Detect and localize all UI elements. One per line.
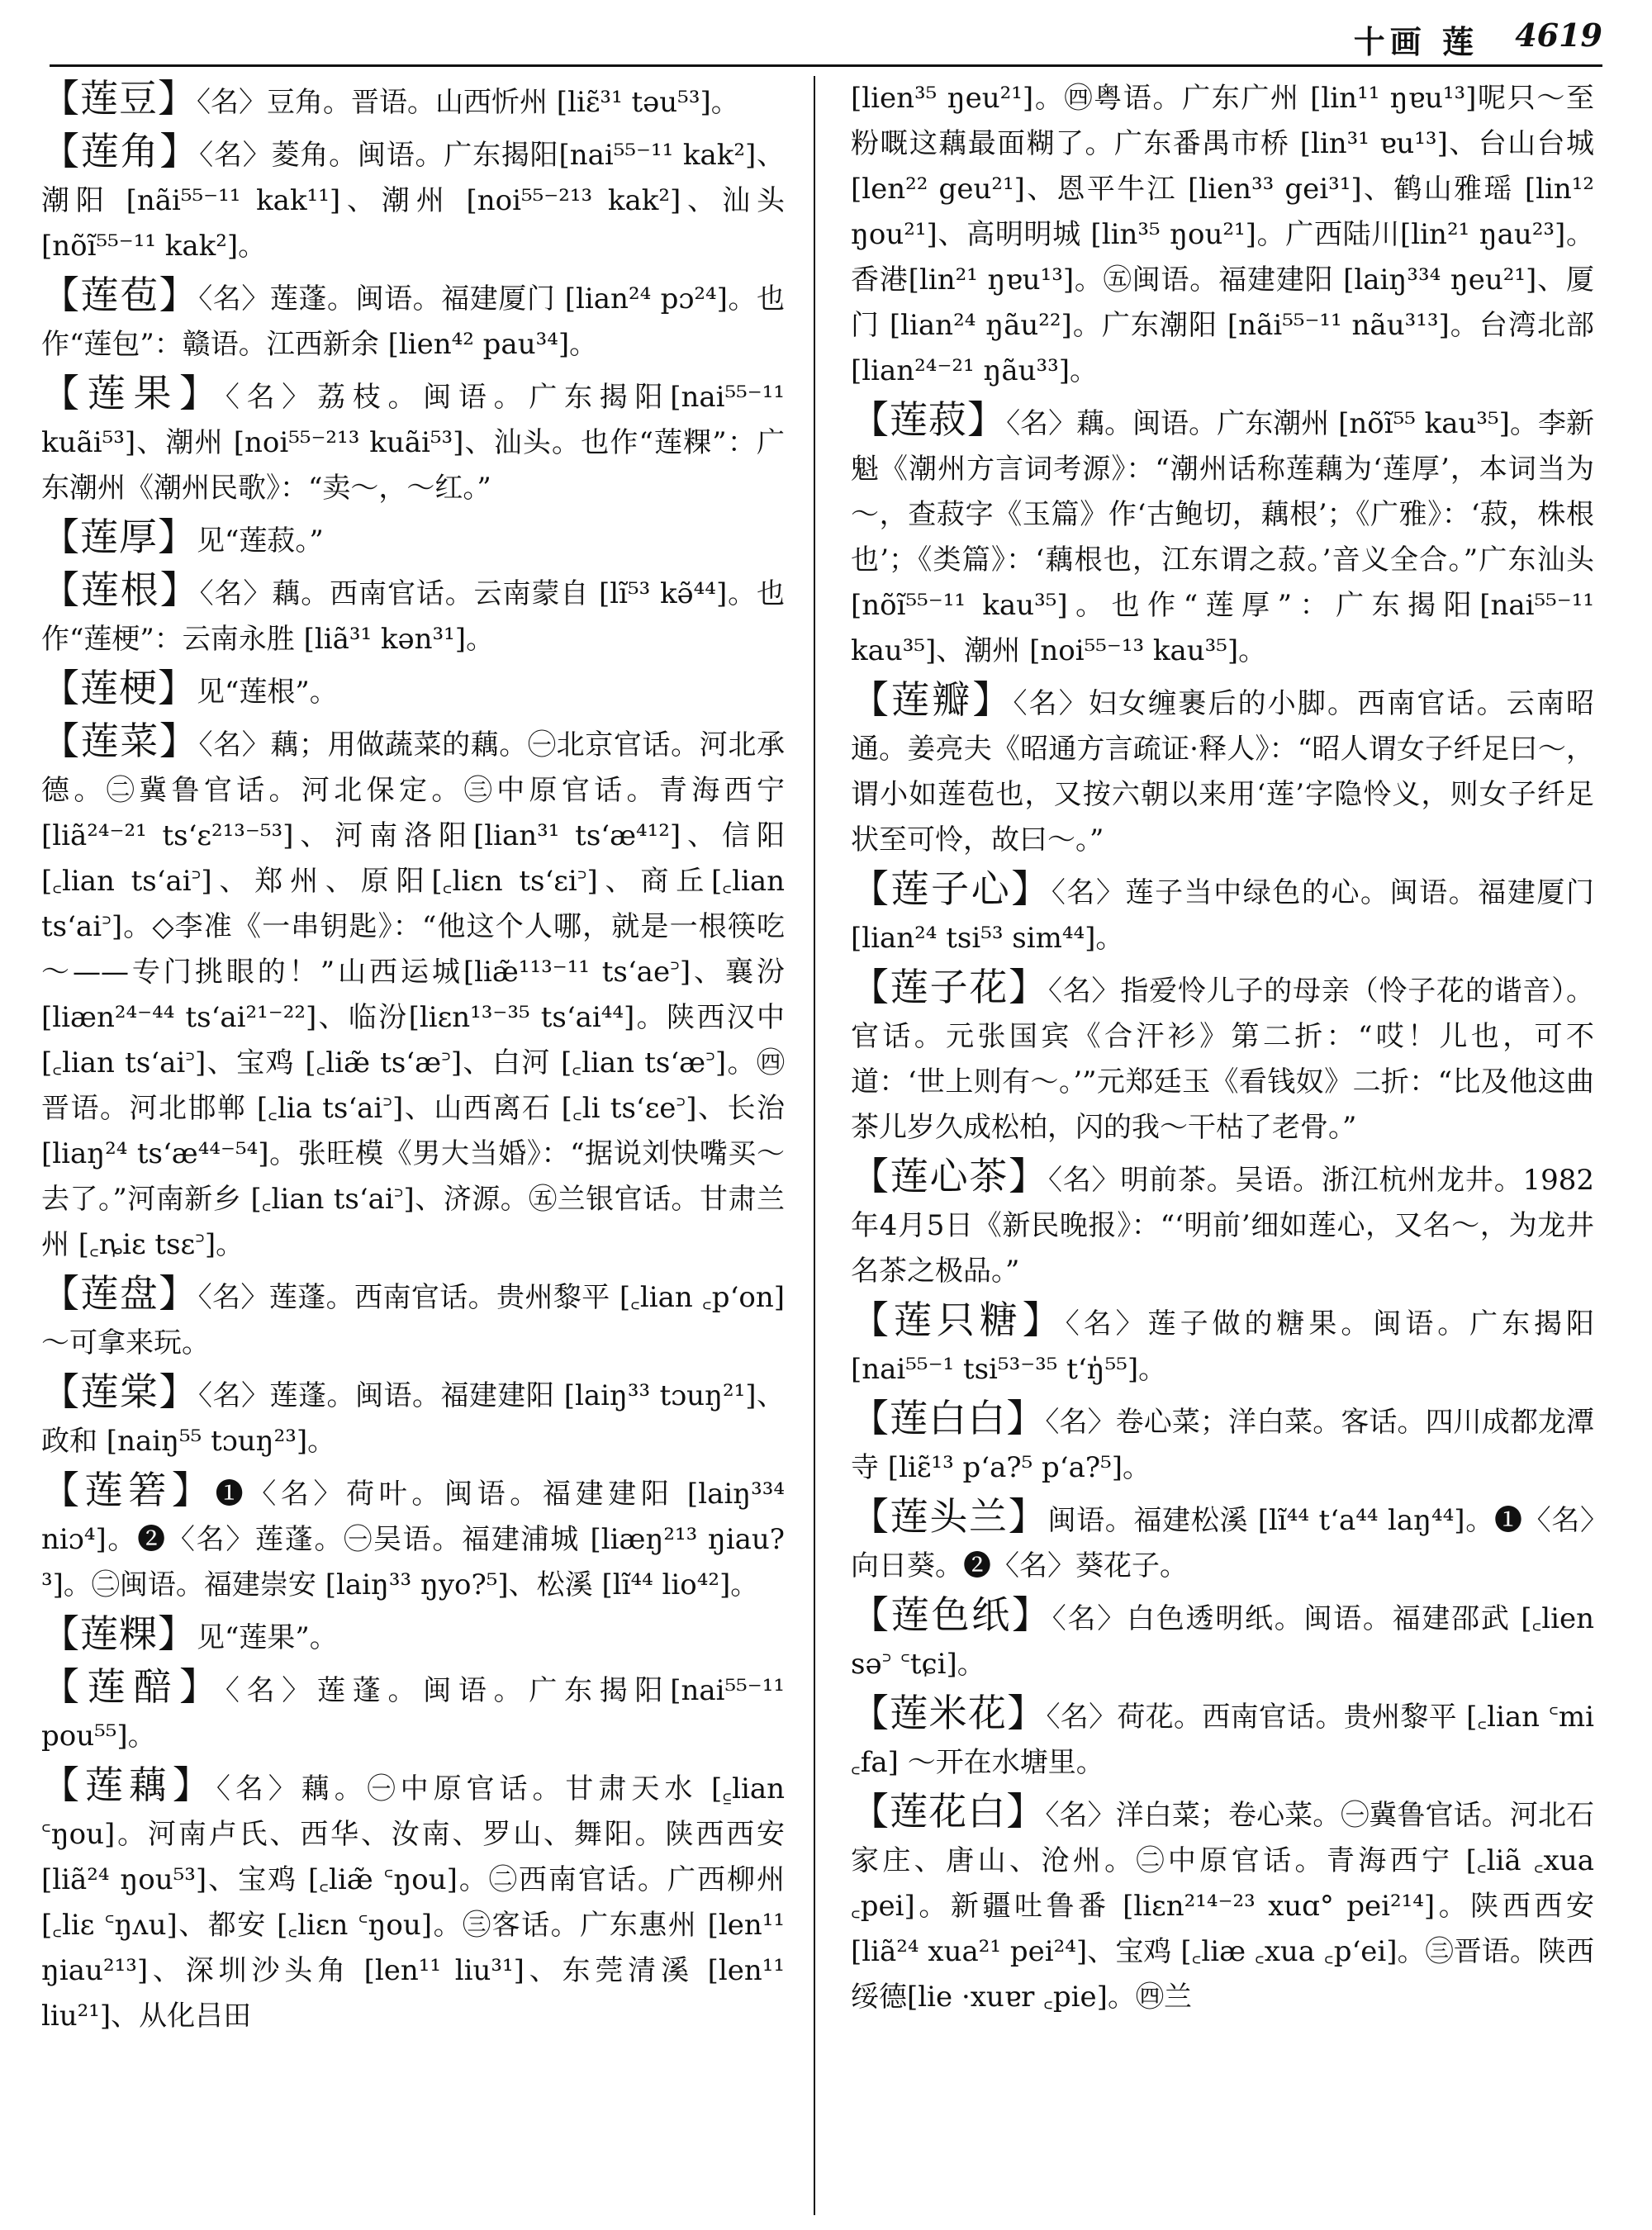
page-header (50, 17, 1602, 59)
entry-headword: 【莲米花】 (851, 1691, 1047, 1735)
entry-headword: 【莲盘】 (41, 1271, 198, 1316)
entry-definition: 见“莲果”。 (197, 1621, 338, 1654)
entry-definition: 〈名〉莲蓬。闽语。广东揭阳[nai⁵⁵⁻¹¹ pou⁵⁵]。 (41, 1674, 785, 1753)
dictionary-entry (851, 1691, 1594, 1786)
dictionary-entry (851, 1154, 1594, 1294)
entry-headword: 【莲箬】 (41, 1468, 216, 1512)
entry-headword: 【莲棠】 (41, 1369, 198, 1414)
dictionary-entry (851, 1592, 1594, 1687)
entry-headword: 【莲梗】 (41, 666, 197, 710)
entry-headword: 【莲醅】 (41, 1664, 225, 1709)
dictionary-entry (41, 567, 785, 662)
dictionary-entry (851, 677, 1594, 863)
entry-headword: 【莲藕】 (41, 1763, 216, 1807)
entry-definition: 〈名〉荷花。西南官话。贵州黎平 [꜀lian ꜂mi ꜀fa] ～开在水塘里。 (851, 1701, 1594, 1779)
dictionary-entry (851, 965, 1594, 1151)
entry-headword: 【莲花白】 (851, 1789, 1046, 1834)
dictionary-entry (851, 1789, 1594, 2020)
dictionary-entry (851, 76, 1594, 394)
entry-headword: 【莲瓣】 (851, 677, 1014, 722)
entry-headword: 【莲只糖】 (851, 1298, 1066, 1342)
entry-headword: 【莲色纸】 (851, 1592, 1052, 1637)
entry-definition: 〈名〉藕。西南官话。云南蒙自 [lĩ⁵³ kə̃⁴⁴]。也作“莲梗”：云南永胜 [liã³¹ kən³¹]。 (41, 577, 785, 656)
entry-definition: 〈名〉莲蓬。闽语。福建厦门 [lian²⁴ pɔ²⁴]。也作“莲包”：赣语。江西新余 [lien⁴² pau³⁴]。 (41, 282, 785, 361)
entry-definition: ❶〈名〉荷叶。闽语。福建建阳 [laiŋ³³⁴ niɔ⁴]。❷〈名〉莲蓬。㊀吴语。福建浦城 [liæŋ²¹³ ŋiau?³]。㊁闽语。福建崇安 [laiŋ³³ ŋyo?⁵]、松溪 [lĩ⁴⁴ lio⁴²]。 (41, 1478, 785, 1601)
dictionary-entry (41, 1369, 785, 1464)
right-column (851, 76, 1594, 2215)
dictionary-entry (851, 1494, 1594, 1589)
entry-definition: 〈名〉莲子当中绿色的心。闽语。福建厦门 [lian²⁴ tsi⁵³ sim⁴⁴]。 (851, 876, 1594, 955)
entry-definition: 〈名〉豆角。晋语。山西忻州 [liɛ̃³¹ təu⁵³]。 (197, 86, 739, 119)
entry-definition: 〈名〉莲子做的糖果。闽语。广东揭阳 [nai⁵⁵⁻¹ tsi⁵³⁻³⁵ t‘ŋ̍⁵⁵]。 (851, 1307, 1594, 1386)
entry-definition: [lien³⁵ ŋeu²¹]。㊃粤语。广东广州 [lin¹¹ ŋɐu¹³]呢只～至粉嘅这藕最面糊了。广东番禺市桥 [lin³¹ ɐu¹³]、台山台城 [len²² geu²¹]、恩平牛江 [lien³³ gei³¹]、鹤山雅瑶 [lin¹² ŋou²¹]、高明明城 [lin³⁵ ŋou²¹]。广西陆川[lin²¹ ŋau²³]。香港[lin²¹ ŋɐu¹³]。㊄闽语。福建建阳 [laiŋ³³⁴ ŋeu²¹]、厦门 [lian²⁴ ŋãu²²]。广东潮阳 [nãi⁵⁵⁻¹¹ nãu³¹³]。台湾北部 [lian²⁴⁻²¹ ŋãu³³]。 (851, 82, 1594, 387)
dictionary-entry (41, 515, 785, 564)
entry-definition: 〈名〉卷心菜；洋白菜。客话。四川成都龙潭寺 [liɛ̃¹³ p‘a?⁵ p‘a?⁵]。 (851, 1406, 1594, 1484)
entry-headword: 【莲心茶】 (851, 1154, 1048, 1198)
entry-headword: 【莲角】 (41, 129, 200, 173)
dictionary-entry (41, 76, 785, 126)
entry-definition: 见“莲根”。 (197, 676, 338, 709)
entry-definition: 〈名〉莲蓬。西南官话。贵州黎平 [꜀lian ꜀p‘on] ～可拿来玩。 (41, 1281, 785, 1359)
entry-definition: 〈名〉菱角。闽语。广东揭阳[nai⁵⁵⁻¹¹ kak²]、潮阳 [nãi⁵⁵⁻¹¹ kak¹¹]、潮州 [noi⁵⁵⁻²¹³ kak²]、汕头 [nõĩ⁵⁵⁻¹¹ kak²]。 (41, 139, 785, 263)
entry-definition: 〈名〉藕；用做蔬菜的藕。㊀北京官话。河北承德。㊁冀鲁官话。河北保定。㊂中原官话。青海西宁 [liã²⁴⁻²¹ ts‘ɛ²¹³⁻⁵³]、河南洛阳[lian³¹ ts‘æ⁴¹²]、信阳[꜀lian ts‘ai꜄]、郑州、原阳[꜀liɛn ts‘ɛi꜄]、商丘[꜀lian ts‘ai꜄]。◇李准《一串钥匙》：“他这个人哪，就是一根筷吃～——专门挑眼的！”山西运城[liæ̃¹¹³⁻¹¹ ts‘ae꜄]、襄汾 [liæn²⁴⁻⁴⁴ ts‘ai²¹⁻²²]、临汾[liɛn¹³⁻³⁵ ts‘ai⁴⁴]。陕西汉中 [꜀lian ts‘ai꜄]、宝鸡 [꜀liæ̃ ts‘æ꜄]、白河 [꜀lian ts‘æ꜄]。㊃晋语。河北邯郸 [꜀lia ts‘ai꜄]、山西离石 [꜀li ts‘ɛe꜄]、长治 [liaŋ²⁴ ts‘æ⁴⁴⁻⁵⁴]。张旺模《男大当婚》：“据说刘快嘴买～去了。”河南新乡 [꜀lian ts‘ai꜄]、济源。㊄兰银官话。甘肃兰州 [꜀ȵiɛ tsɛ꜄]。 (41, 728, 785, 1261)
dictionary-entry (41, 1271, 785, 1366)
entry-definition: 见“莲菽。” (197, 524, 324, 558)
header-rule (50, 64, 1602, 67)
entry-headword: 【莲菜】 (41, 719, 199, 763)
dictionary-entry (41, 1468, 785, 1608)
dictionary-entry (851, 1396, 1594, 1491)
left-column (41, 76, 785, 2215)
dictionary-entry (41, 1664, 785, 1759)
entry-headword: 【莲子心】 (851, 866, 1051, 911)
entry-definition: 〈名〉藕。㊀中原官话。甘肃天水 [꜁lian ꜂ŋou]。河南卢氏、西华、汝南、罗山、舞阳。陕西西安 [liã²⁴ ŋou⁵³]、宝鸡 [꜀liæ̃ ꜂ŋou]。㊁西南官话。广西柳州 [꜀liɛ ꜂ŋʌu]、都安 [꜀liɛn ꜂ŋou]。㊂客话。广东惠州 [len¹¹ ŋiau²¹³]、深圳沙头角 [len¹¹ liu³¹]、东莞清溪 [len¹¹ liu²¹]、从化吕田 (41, 1772, 785, 2033)
dictionary-entry (41, 1763, 785, 2039)
entry-definition: 〈名〉藕。闽语。广东潮州 [nõĩ⁵⁵ kau³⁵]。李新魁《潮州方言词考源》：“潮州话称莲藕为‘莲厚’，本词当为～，查菽字《玉篇》作‘古鲍切，藕根’；《广雅》：‘菽，株根也’；《类篇》：‘藕根也，江东谓之菽。’音义全合。”广东汕头 [nõĩ⁵⁵⁻¹¹ kau³⁵]。也作“莲厚”：广东揭阳[nai⁵⁵⁻¹¹ kau³⁵]、潮州 [noi⁵⁵⁻¹³ kau³⁵]。 (851, 407, 1594, 667)
dictionary-entry (851, 1298, 1594, 1393)
column-divider (814, 76, 815, 2215)
dictionary-entry (41, 666, 785, 715)
entry-headword: 【莲子花】 (851, 965, 1048, 1009)
dictionary-entry (851, 866, 1594, 961)
entry-headword: 【莲厚】 (41, 515, 197, 559)
entry-headword: 【莲白白】 (851, 1396, 1046, 1440)
entry-headword: 【莲根】 (41, 567, 200, 612)
dictionary-entry (41, 273, 785, 368)
section-title: 十画 莲 (1353, 23, 1479, 60)
entry-headword: 【莲头兰】 (851, 1494, 1048, 1539)
entry-definition: 闽语。福建松溪 [lĩ⁴⁴ t‘a⁴⁴ laŋ⁴⁴]。❶〈名〉向日葵。❷〈名〉葵花子。 (851, 1504, 1594, 1582)
entry-definition: 〈名〉荔枝。闽语。广东揭阳[nai⁵⁵⁻¹¹ kuãi⁵³]、潮州 [noi⁵⁵⁻²¹³ kuãi⁵³]、汕头。也作“莲粿”：广东潮州《潮州民歌》：“卖～，～红。” (41, 381, 785, 505)
dictionary-entry (41, 719, 785, 1268)
entry-headword: 【莲菽】 (851, 397, 1007, 442)
entry-headword: 【莲粿】 (41, 1611, 197, 1656)
entry-definition: 〈名〉洋白菜；卷心菜。㊀冀鲁官话。河北石家庄、唐山、沧州。㊁中原官话。青海西宁 [꜀liã ꜀xua ꜀pei]。新疆吐鲁番 [liɛn²¹⁴⁻²³ xuɑ° pei²¹⁴]。陕西西安 [liã²⁴ xua²¹ pei²⁴]、宝鸡 [꜀liæ ꜀xua ꜀p‘ei]。㊂晋语。陕西绥德[lie ·xuɐr ꜀pie]。㊃兰 (851, 1799, 1594, 2014)
dictionary-entry (851, 397, 1594, 674)
entry-headword: 【莲苞】 (41, 273, 199, 317)
entry-definition: 〈名〉白色透明纸。闽语。福建邵武 [꜀lien sə꜄ ꜂tɕi]。 (851, 1602, 1594, 1681)
page-number: 4619 (1515, 17, 1602, 54)
dictionary-entry (41, 129, 785, 269)
dictionary-entry (41, 371, 785, 511)
entry-definition: 〈名〉明前茶。吴语。浙江杭州龙井。1982年4月5日《新民晚报》：“‘明前’细如莲心，又名～，为龙井名茶之极品。” (851, 1164, 1594, 1288)
entry-definition: 〈名〉妇女缠裹后的小脚。西南官话。云南昭通。姜亮夫《昭通方言疏证·释人》：“昭人谓女子纤足曰～，谓小如莲苞也，又按六朝以来用‘莲’字隐怜义，则女子纤足状至可怜，故曰～。” (851, 687, 1594, 856)
entry-headword: 【莲果】 (41, 371, 225, 415)
entry-definition: 〈名〉莲蓬。闽语。福建建阳 [laiŋ³³ tɔuŋ²¹]、政和 [naiŋ⁵⁵ tɔuŋ²³]。 (41, 1379, 785, 1458)
dictionary-entry (41, 1611, 785, 1661)
entry-headword: 【莲豆】 (41, 76, 197, 121)
entry-definition: 〈名〉指爱怜儿子的母亲（怜子花的谐音）。官话。元张国宾《合汗衫》第二折：“哎！儿也，可不道：‘世上则有～。’”元郑廷玉《看钱奴》二折：“比及他这曲茶儿岁久成松柏，闪的我～干枯了老骨。” (851, 975, 1594, 1144)
